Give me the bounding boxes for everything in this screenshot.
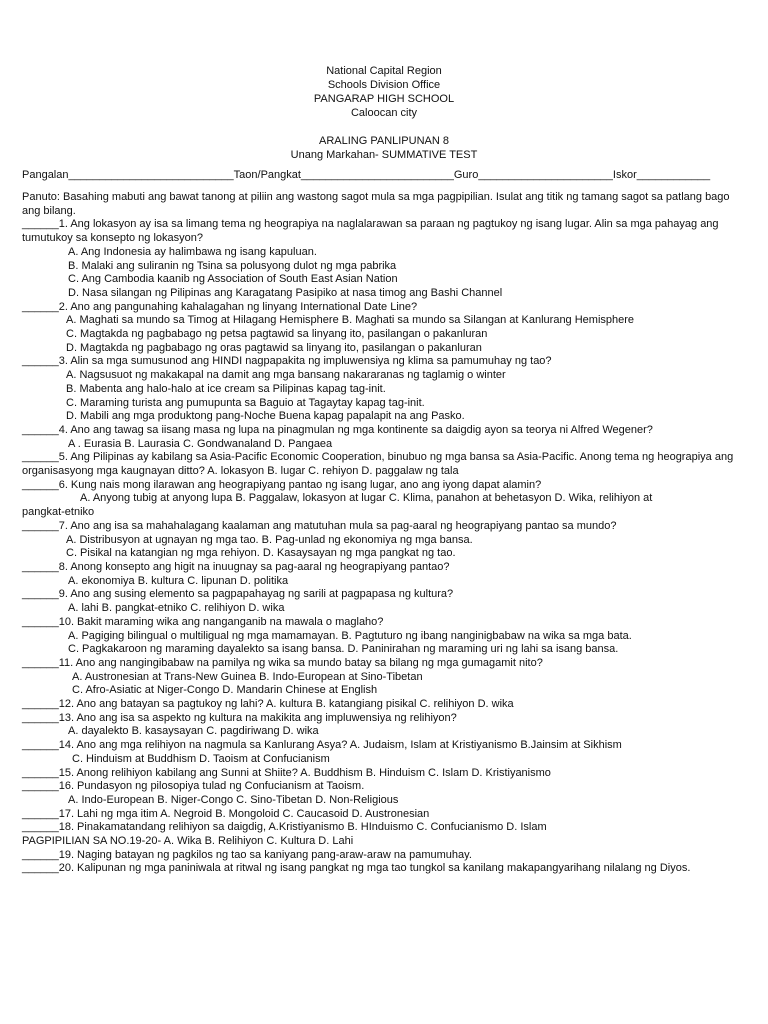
answer-choice-line: A. lahi B. pangkat-etniko C. relihiyon D. wika bbox=[68, 602, 285, 615]
question-line: ______16. Pundasyon ng pilosopiya tulad ng Confucianism at Taoism. bbox=[22, 780, 365, 793]
answer-choice-line: A. Pagiging bilingual o multiligual ng mga mamamayan. B. Pagtuturo ng ibang nanginigbabaw na wika sa mga bata. bbox=[68, 629, 632, 642]
question-line: ______19. Naging batayan ng pagkilos ng tao sa kaniyang pang-araw-araw na pamumuhay. bbox=[22, 848, 472, 861]
answer-choice-line: C. Maraming turista ang pumupunta sa Baguio at Tagaytay kapag tag-init. bbox=[66, 396, 425, 409]
question-line: ______13. Ano ang isa sa aspekto ng kultura na makikita ang impluwensiya ng relihiyon? bbox=[22, 711, 457, 724]
question-line: ______17. Lahi ng mga itim A. Negroid B. Mongoloid C. Caucasoid D. Austronesian bbox=[22, 807, 430, 820]
question-line: ______6. Kung nais mong ilarawan ang heograpiyang pantao ng isang lugar, ano ang iyong dapat alamin? bbox=[22, 478, 542, 491]
question-line: ______20. Kalipunan ng mga paniniwala at ritwal ng isang pangkat ng mga tao tungkol sa kanilang makapangyarihang nilalang ng Diyos. bbox=[22, 862, 691, 875]
question-line: ______14. Ano ang mga relihiyon na nagmula sa Kanlurang Asya? A. Judaism, Islam at Kristiyanismo B.Jainsim at Sikhism bbox=[22, 739, 622, 752]
answer-choice-line: B. Mabenta ang halo-halo at ice cream sa Pilipinas kapag tag-init. bbox=[66, 382, 386, 395]
question-line: ______4. Ano ang tawag sa iisang masa ng lupa na pinagmulan ng mga kontinente sa daigdig ayon sa teorya ni Alfred Wegener? bbox=[22, 423, 653, 436]
answer-choice-line: A. Anyong tubig at anyong lupa B. Paggalaw, lokasyon at lugar C. Klima, panahon at behetasyon D. Wika, relihiyon at bbox=[80, 492, 653, 505]
answer-choice-line: A. ekonomiya B. kultura C. lipunan D. politika bbox=[68, 574, 289, 587]
answer-choice-line: D. Nasa silangan ng Pilipinas ang Karagatang Pasipiko at nasa timog ang Bashi Channel bbox=[68, 286, 503, 299]
city-label: Caloocan city bbox=[350, 107, 418, 119]
question-line: ______9. Ano ang susing elemento sa pagpapahayag ng sarili at pagpapasa ng kultura? bbox=[22, 588, 454, 601]
answer-choice-line: A. Nagsusuot ng makakapal na damit ang mga bansang nakararanas ng taglamig o winter bbox=[66, 369, 506, 382]
instructions: Panuto: Basahing mabuti ang bawat tanong at piliin ang wastong sagot mula sa mga pagpipilian. Isulat ang titik ng tamang sagot sa patlang bago ang bilang. bbox=[22, 191, 730, 217]
question-line: ______1. Ang lokasyon ay isa sa limang tema ng heograpiya na naglalarawan sa paraan ng pagtukoy ng isang lugar. Alin sa mga pahayag ang tumutukoy sa konsepto ng lokasyon? bbox=[22, 218, 719, 245]
student-info-line: Pangalan___________________________Taon/Pangkat_________________________Guro______________________Iskor____________ bbox=[22, 169, 711, 181]
answer-choice-line: D. Mabili ang mga produktong pang-Noche Buena kapag papalapit na ang Pasko. bbox=[66, 410, 465, 423]
answer-choice-line: C. Magtakda ng pagbabago ng petsa pagtawid sa linyang ito, pasilangan o pakanluran bbox=[66, 328, 488, 341]
region-label: National Capital Region bbox=[326, 65, 442, 77]
answer-choice-line: A. dayalekto B. kasaysayan C. pagdiriwang D. wika bbox=[68, 725, 319, 738]
answer-choice-line: C. Ang Cambodia kaanib ng Association of South East Asian Nation bbox=[68, 273, 398, 286]
question-line: ______15. Anong relihiyon kabilang ang Sunni at Shiite? A. Buddhism B. Hinduism C. Islam D. Kristiyanismo bbox=[22, 766, 551, 779]
question-line: ______2. Ano ang pangunahing kahalagahan ng linyang International Date Line? bbox=[22, 300, 418, 313]
question-line: ______8. Anong konsepto ang higit na inuugnay sa pag-aaral ng heograpiyang pantao? bbox=[22, 560, 450, 573]
answer-choice-line: A. Distribusyon at ugnayan ng mga tao. B. Pag-unlad ng ekonomiya ng mga bansa. bbox=[66, 533, 473, 546]
answer-choice-line: C. Pisikal na katangian ng mga rehiyon. D. Kasaysayan ng mga pangkat ng tao. bbox=[66, 547, 456, 560]
school-header bbox=[22, 64, 746, 120]
question-line: ______7. Ano ang isa sa mahahalagang kaalaman ang matutuhan mula sa pag-aaral ng heograpiyang pantao sa mundo? bbox=[22, 519, 617, 532]
answer-choice-line: D. Magtakda ng pagbabago ng oras pagtawid sa linyang ito, pasilangan o pakanluran bbox=[66, 341, 482, 354]
answer-choice-line: C. Pagkakaroon ng maraming dayalekto sa isang bansa. D. Paninirahan ng maraming uri ng lahi sa isang bansa. bbox=[68, 643, 619, 656]
office-label: Schools Division Office bbox=[327, 79, 441, 91]
answer-choice-line: A . Eurasia B. Laurasia C. Gondwanaland D. Pangaea bbox=[68, 437, 333, 450]
test-body bbox=[22, 191, 746, 876]
quarter-title: Unang Markahan- SUMMATIVE TEST bbox=[290, 149, 478, 161]
answer-choice-line: A. Maghati sa mundo sa Timog at Hilagang Hemisphere B. Maghati sa mundo sa Silangan at Kanlurang Hemisphere bbox=[66, 314, 635, 327]
question-line: ______5. Ang Pilipinas ay kabilang sa Asia-Pacific Economic Cooperation, binubuo ng mga bansa sa Asia-Pacific. Anong tema ng heograpiya ang organisasyong mga kaugnayan ditto? A. lokasyon B. lugar C. rehiyon D. paggalaw ng tala bbox=[22, 451, 734, 478]
answer-choice-line: A. Ang Indonesia ay halimbawa ng isang kapuluan. bbox=[68, 245, 317, 258]
question-line: pangkat-etniko bbox=[22, 506, 95, 519]
test-title bbox=[22, 134, 746, 162]
question-line: ______18. Pinakamatandang relihiyon sa daigdig, A.Kristiyanismo B. HInduismo C. Confucianismo D. Islam bbox=[22, 821, 547, 834]
subject-title: ARALING PANLIPUNAN 8 bbox=[318, 135, 449, 147]
answer-choice-line: A. Indo-European B. Niger-Congo C. Sino-Tibetan D. Non-Religious bbox=[68, 793, 399, 806]
school-name: PANGARAP HIGH SCHOOL bbox=[313, 93, 455, 105]
answer-choice-line: C. Afro-Asiatic at Niger-Congo D. Mandarin Chinese at English bbox=[72, 684, 378, 697]
answer-choice-line: B. Malaki ang suliranin ng Tsina sa polusyong dulot ng mga pabrika bbox=[68, 259, 397, 272]
question-line: ______12. Ano ang batayan sa pagtukoy ng lahi? A. kultura B. katangiang pisikal C. relihiyon D. wika bbox=[22, 698, 514, 711]
question-line: PAGPIPILIAN SA NO.19-20- A. Wika B. Relihiyon C. Kultura D. Lahi bbox=[22, 835, 354, 848]
answer-choice-line: A. Austronesian at Trans-New Guinea B. Indo-European at Sino-Tibetan bbox=[72, 670, 423, 683]
question-line: ______11. Ano ang nangingibabaw na pamilya ng wika sa mundo batay sa bilang ng mga gumagamit nito? bbox=[22, 656, 543, 669]
question-list bbox=[22, 218, 746, 876]
answer-choice-line: C. Hinduism at Buddhism D. Taoism at Confucianism bbox=[72, 752, 330, 765]
question-line: ______3. Alin sa mga sumusunod ang HINDI nagpapakita ng impluwensiya ng klima sa pamumuhay ng tao? bbox=[22, 355, 552, 368]
question-line: ______10. Bakit maraming wika ang nanganganib na mawala o maglaho? bbox=[22, 615, 384, 628]
